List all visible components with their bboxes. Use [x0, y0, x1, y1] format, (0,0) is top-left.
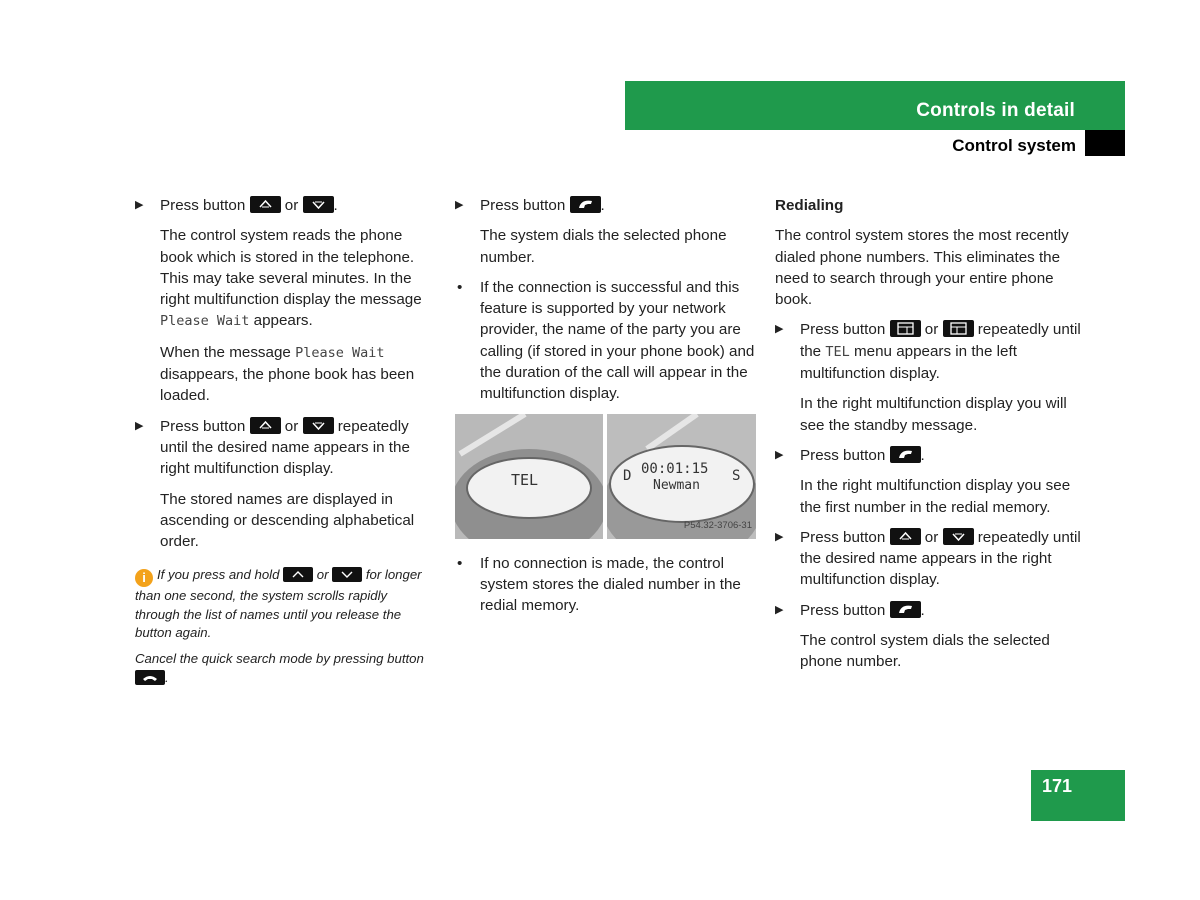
info-icon: i	[135, 569, 153, 587]
column-3	[775, 195, 1085, 682]
paragraph: The control system dials the selected phone number.	[800, 632, 1050, 671]
section-subtitle: Control system	[952, 136, 1076, 155]
section-title: Controls in detail	[916, 100, 1075, 121]
step-arrow-icon: ▶	[775, 603, 784, 616]
page-number: 171	[1041, 776, 1073, 796]
up-button-icon	[283, 567, 313, 582]
paragraph: The control system stores the most recently dialed phone numbers. This eliminates the need to search through your entire phone book.	[775, 227, 1069, 309]
up-button-icon	[250, 417, 281, 434]
call-button-icon	[570, 196, 601, 213]
info-note: i If you press and hold or for longer than one second, the system scrolls rapidly through the list of names until you release the button again.	[135, 567, 422, 641]
end-call-button-icon	[135, 670, 165, 685]
next-menu-button-icon	[890, 320, 921, 337]
paragraph: In the right multifunction display you will see the standby message.	[800, 395, 1067, 434]
paragraph: The control system reads the phone book which is stored in the telephone. This may take several minutes. In the right multifunction display the message Please Wait appears.	[160, 227, 422, 330]
bullet-item: • If no connection is made, the control system stores the dialed number in the redial memory.	[457, 554, 741, 615]
up-button-icon	[890, 528, 921, 545]
step-arrow-icon: ▶	[455, 199, 464, 211]
header-bar	[625, 81, 1125, 130]
step: ▶ Press button .	[455, 195, 760, 216]
step-arrow-icon: ▶	[775, 323, 784, 336]
column-1	[135, 195, 435, 695]
header-marker	[1085, 130, 1125, 156]
caller-name-text: Newman	[653, 477, 700, 493]
display-photos	[455, 414, 760, 541]
paragraph: In the right multifunction display you see the first number in the redial memory.	[800, 477, 1071, 516]
call-button-icon	[890, 446, 921, 463]
step-arrow-icon: ▶	[775, 530, 784, 543]
call-duration-text: 00:01:15	[641, 460, 709, 477]
step: ▶ Press button or .	[135, 195, 435, 216]
section-heading: Redialing	[775, 197, 844, 214]
display-left-char: D	[623, 467, 632, 484]
tel-display-text: TEL	[511, 470, 539, 489]
step: ▶ Press button .	[775, 600, 1085, 621]
call-display-photo	[607, 414, 756, 539]
display-right-char: S	[732, 467, 741, 484]
up-button-icon	[250, 196, 281, 213]
previous-menu-button-icon	[943, 320, 974, 337]
bullet-item: • If the connection is successful and this feature is supported by your network provider, the name of the party you are calling (if stored in your phone book) and the duration of the call will appear in the multifunction display.	[457, 278, 755, 403]
step: ▶ Press button or repeatedly until the desired name appears in the right multifunction display.	[775, 528, 1081, 589]
page-number-box	[1031, 770, 1125, 821]
step-arrow-icon: ▶	[135, 199, 144, 211]
down-button-icon	[303, 417, 334, 434]
call-button-icon	[890, 601, 921, 618]
tel-menu-name: TEL	[825, 343, 850, 360]
step: ▶ Press button or repeatedly until the TEL menu appears in the left multifunction display.	[775, 321, 1081, 383]
down-button-icon	[303, 196, 334, 213]
photo-reference: P54.32-3706-31	[683, 520, 752, 532]
step: ▶ Press button or repeatedly until the desired name appears in the right multifunction display.	[135, 417, 410, 478]
paragraph: The system dials the selected phone number.	[480, 227, 727, 266]
column-2	[455, 195, 760, 626]
down-button-icon	[332, 567, 362, 582]
down-button-icon	[943, 528, 974, 545]
step-arrow-icon: ▶	[135, 419, 144, 432]
please-wait-message: Please Wait	[160, 313, 250, 330]
paragraph: When the message Please Wait disappears, the phone book has been loaded.	[160, 343, 415, 405]
please-wait-message: Please Wait	[295, 344, 385, 361]
tel-display-photo	[455, 414, 603, 539]
step-arrow-icon: ▶	[775, 448, 784, 461]
step: ▶ Press button .	[775, 445, 1085, 466]
paragraph: The stored names are displayed in ascending or descending alphabetical order.	[160, 490, 415, 551]
info-note: Cancel the quick search mode by pressing button .	[135, 651, 424, 685]
